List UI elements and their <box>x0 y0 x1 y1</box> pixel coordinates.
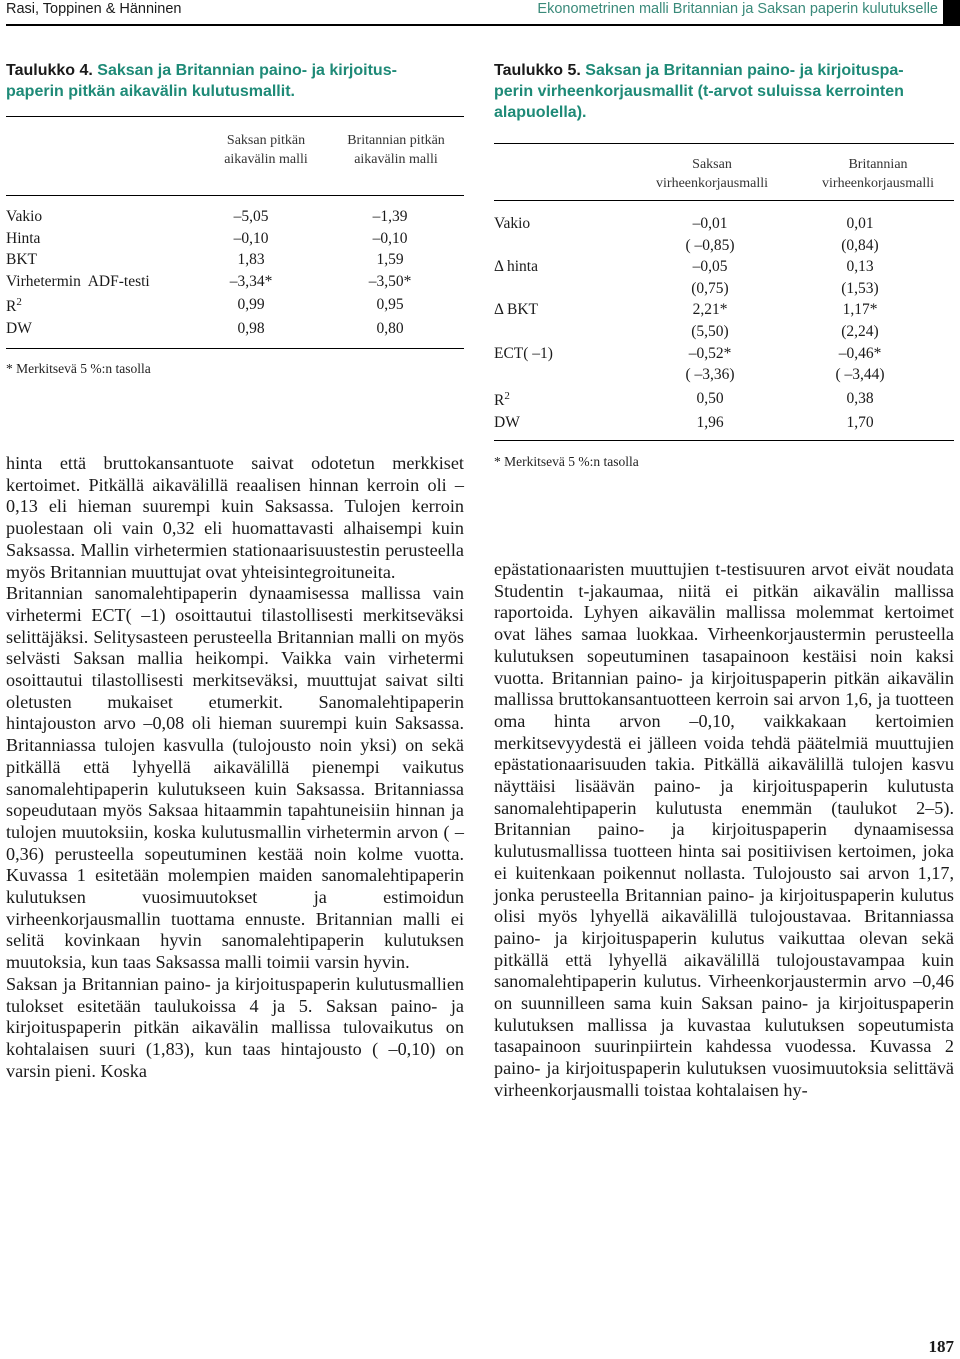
table-4-cell-uk: –3,50* <box>368 272 412 290</box>
table-4-row-label-sup: 2 <box>16 296 22 309</box>
table-5-row <box>494 364 954 386</box>
table-5 <box>494 60 954 471</box>
col-uk-line2: aikavälin malli <box>354 152 438 167</box>
col-uk-line1: Britannian pitkän <box>347 133 445 148</box>
table-5-cell-de: 0,50 <box>696 389 724 407</box>
table-5-row-label-text: Δ BKT <box>494 301 538 319</box>
col-de-line2: aikavälin malli <box>224 152 308 167</box>
table-4 <box>6 60 464 378</box>
table-5-cell-uk: 0,01 <box>846 215 874 232</box>
page-number: 187 <box>928 1337 954 1356</box>
table-5-row-label <box>494 213 654 235</box>
left-column <box>6 60 464 1081</box>
table-4-cell-de: –0,10 <box>233 229 269 247</box>
table-4-head-rule <box>6 195 464 196</box>
left-paragraph-1: hinta että bruttokansantuote saivat odotetun merkkiset kertoimet. Pitkällä aikavälillä reaalisen hinnan kerroin oli –0,13 eli hieman suurempi kuin Saksassa. Tulojen kerroin puolestaan oli vain 0,32 eli huomattavasti alhaisempi kuin Saksassa. Mallin virhetermien stationaarisuustestin perusteella myös Britannian muuttujat ovat yhteisintegroituneita. <box>6 453 464 582</box>
left-paragraph-2: Britannian sanomalehtipaperin dynaamisessa mallissa vain virhetermi ECT( –1) osoittautui tilastollisesti merkitseväksi selittäjäksi. Selitysasteen perusteella Britannian malli on myös selvästi Saksan mallia heikompi. Vaikka vain virhetermi osoittautui tilastollisesti merkitseväksi, muuttujat saivat silti oletusten mukaiset etumerkit. Sanomalehtipaperin hintajouston arvo –0,08 oli hieman suurempi kuin Saksassa. Britanniassa tulojen kasvulla (tulojousto noin yksi) on sekä pitkällä että lyhyellä aikavälillä pienempi vaikutus sanomalehtipaperin kulutukseen kuin Saksassa. Britanniassa sopeudutaan myös Saksaa hitaammin tapahtuneisiin hinnan ja tulojen muutoksiin, koska kulutusmallin virhetermin arvon ( –0,36) perusteella sopeutuminen kestää noin kolme vuotta. Kuvassa 1 esitetään molempien maiden sanomalehtipaperin kulutuksen vuosimuutokset ja estimoidun virheenkorjausmallin tuottama ennuste. Britannian malli ei selitä kovinkaan hyvin sanomalehtipaperin kulutuksen muutoksia, kun taas Saksassa malli toimii varsin hyvin. <box>6 583 464 973</box>
table-5-title-line3: alapuolella). <box>494 104 587 121</box>
table-5-cell-de: ( –3,36) <box>685 366 735 384</box>
table-5-row <box>494 412 954 434</box>
table-5-row <box>494 235 954 257</box>
table-4-row-label-text: Vakio <box>6 208 43 225</box>
table-5-cell-uk: 1,17* <box>842 301 878 319</box>
table-5-head-rule <box>494 200 954 201</box>
right-paragraph-1: epästationaaristen muuttujien t-testisuuren arvot eivät noudata Studentin t-jakaumaa, niitä ei pitkän aikavälin mallissa raportoida. Lyhyen aikavälin mallissa molemmat kertoimet ovat lähes samaa luokkaa. Virheenkorjaustermin perusteella kulutuksen sopeutuminen tasapainoon kestäisi noin kaksi vuotta. Britannian paino- ja kirjoituspaperin pitkän aikavälin mallissa bruttokansantuotteen kerroin sai arvon 1,6, ja tuotteen oma hinta arvon –0,10, vaikkakaan kertoimien merkitsevyydestä ei jälleen voida tehdä päätelmiä muuttujien epästationaarisuuden takia. Pitkällä aikavälillä tulojen kasvu näyttäisi lisäävän paino- ja kirjoituspaperin kulutusta sanomalehtipaperin kulutusta enemmän (taulukot 2–5). Britannian paino- ja kirjoituspaperin dynaamisessa kulutusmallissa tuotteen hinta sai positiivisen kertoimen, joka ei kuitenkaan poikennut nollasta. Tulojousto sai arvon 1,17, jonka perusteella Britannian paino- ja kirjoituspaperin kulutus olisi myös lyhyellä aikavälillä tulojoustavaa. Britanniassa paino- ja kirjoituspaperin kulutus vaikuttaa olevan sekä pitkällä että lyhyellä aikavälillä tulojoustavampaa kuin sanomalehtipaperin kulutus. Virheenkorjaustermin arvo –0,46 on suunnilleen sama kuin Saksan paino- ja kirjoituspaperin kulutuksen mallissa ja kuvastaa kulutuksen sopeutumista tasapainoon suurinpiirtein kahdessa vuodessa. Kuvassa 2 paino- ja kirjoituspaperin kulutuksen vuosimuutoksia selittävä virheenkorjausmalli toistaa kohtalaisen hy- <box>494 559 954 1100</box>
table-5-cell-uk: ( –3,44) <box>835 366 885 384</box>
table-5-cell-uk: (1,53) <box>841 279 879 297</box>
table-5-row <box>494 343 954 365</box>
table-4-col-uk <box>316 131 476 169</box>
table-5-row-label <box>494 386 654 412</box>
table-5-cell-uk: 0,38 <box>846 389 874 407</box>
table-4-row-label-text: Hinta <box>6 229 41 247</box>
table-4-title-line2: paperin pitkän aikavälin kulutusmallit. <box>6 83 295 100</box>
table-5-row-label-sup: 2 <box>504 389 510 402</box>
table-5-row-label <box>494 278 654 300</box>
table-5-cell-de: –0,52* <box>688 344 732 362</box>
table-4-cell-de: –5,05 <box>233 208 269 225</box>
table-4-cell-uk: 1,59 <box>376 251 404 269</box>
table-4-row <box>6 271 464 293</box>
table-5-row-label-text: R <box>494 391 505 409</box>
table-5-cell-de: 1,96 <box>696 413 724 431</box>
table-5-row-label <box>494 321 654 343</box>
col5-uk-line2: virheenkorjausmalli <box>822 176 934 191</box>
right-body <box>494 559 954 1102</box>
table-4-cell-uk: –1,39 <box>372 208 408 225</box>
table-5-cell-uk: (0,84) <box>841 236 879 254</box>
table-4-cell-uk: 0,95 <box>376 296 404 314</box>
table-4-cell-uk: –0,10 <box>372 229 408 247</box>
table-5-cell-de: ( –0,85) <box>685 236 735 254</box>
table-5-row <box>494 386 954 412</box>
table-4-title-line1: Saksan ja Britannian paino- ja kirjoitus- <box>97 62 397 79</box>
left-paragraph-3: Saksan ja Britannian paino- ja kirjoituspaperin kulutusmallien tulokset esitetään taulukoissa 4 ja 5. Saksan paino- ja kirjoituspaperin pitkän aikavälin mallissa tulovaikutus on kohtalaisen suuri (1,83), kun taas hintajousto ( –0,10) on varsin pieni. Koska <box>6 973 464 1081</box>
table-5-cell-uk: (2,24) <box>841 322 879 340</box>
table-4-row <box>6 249 464 271</box>
table-4-row-label <box>6 228 186 250</box>
table-4-cell-uk: 0,80 <box>376 320 404 338</box>
table-5-caption <box>494 60 954 123</box>
table-4-row-label <box>6 292 186 318</box>
table-5-col-uk <box>798 155 958 193</box>
table-5-cell-de: (0,75) <box>691 279 729 297</box>
table-4-row-label-text: R <box>6 298 17 316</box>
table-5-head <box>494 144 954 200</box>
table-5-cell-de: (5,50) <box>691 322 729 340</box>
table-4-row-label <box>6 271 186 293</box>
col5-de-line1: Saksan <box>692 157 732 172</box>
table-4-cell-de: 0,99 <box>237 296 265 314</box>
table-5-row <box>494 321 954 343</box>
table-5-row-label <box>494 364 654 386</box>
table-5-row-label <box>494 235 654 257</box>
table-4-row-label <box>6 318 186 340</box>
right-column <box>494 60 954 1100</box>
table-4-cell-de: –3,34* <box>229 272 273 290</box>
table-5-row-label-text: DW <box>494 413 520 431</box>
table-4-body <box>6 206 464 340</box>
header-marker <box>943 0 960 26</box>
table-5-row-label-text: Δ hinta <box>494 258 538 276</box>
table-4-note: * Merkitsevä 5 %:n tasolla <box>6 360 151 376</box>
header-rule <box>6 24 946 26</box>
header-title: Ekonometrinen malli Britannian ja Saksan paperin kulutukselle <box>537 1 938 17</box>
table-5-cell-de: –0,05 <box>692 258 728 276</box>
col-de-line1: Saksan pitkän <box>226 133 306 148</box>
col5-uk-line1: Britannian <box>848 157 908 172</box>
table-5-cell-uk: 0,13 <box>846 258 874 276</box>
table-4-row <box>6 228 464 250</box>
table-5-bottom-rule <box>494 440 954 441</box>
table-5-body <box>494 213 954 433</box>
table-5-col-de <box>632 155 792 193</box>
table-4-bottom-rule <box>6 348 464 349</box>
table-4-row-label <box>6 206 186 228</box>
col5-de-line2: virheenkorjausmalli <box>656 176 768 191</box>
table-4-row-label-text: DW <box>6 320 32 338</box>
table-5-row-label-text: Vakio <box>494 215 531 232</box>
table-5-cell-de: 2,21* <box>692 301 728 319</box>
table-4-row <box>6 206 464 228</box>
table-5-title-line2: perin virheenkorjausmallit (t-arvot suluissa kerrointen <box>494 83 904 100</box>
table-5-row <box>494 299 954 321</box>
table-4-cell-de: 0,98 <box>237 320 265 338</box>
table-5-label: Taulukko 5. <box>494 62 581 79</box>
table-4-head <box>6 117 464 195</box>
table-5-row <box>494 213 954 235</box>
table-4-row <box>6 292 464 318</box>
left-body <box>6 453 464 1082</box>
table-5-note: * Merkitsevä 5 %:n tasolla <box>494 454 639 470</box>
header-authors: Rasi, Toppinen & Hänninen <box>6 1 182 17</box>
table-4-row-label-text: BKT <box>6 251 37 269</box>
table-5-row <box>494 256 954 278</box>
table-5-row-label <box>494 256 654 278</box>
table-5-row-label <box>494 412 654 434</box>
table-4-row-label <box>6 249 186 271</box>
table-5-row <box>494 278 954 300</box>
table-4-row <box>6 318 464 340</box>
table-5-row-label <box>494 343 654 365</box>
table-5-cell-uk: –0,46* <box>838 344 882 362</box>
table-5-title-line1: Saksan ja Britannian paino- ja kirjoituspa- <box>585 62 904 79</box>
table-5-row-label <box>494 299 654 321</box>
table-4-caption <box>6 60 464 102</box>
table-4-cell-de: 1,83 <box>237 251 265 269</box>
table-5-cell-de: –0,01 <box>692 215 728 232</box>
table-4-label: Taulukko 4. <box>6 62 93 79</box>
table-5-cell-uk: 1,70 <box>846 413 874 431</box>
table-4-row-label-text: Virhetermin ADF-testi <box>6 272 150 290</box>
running-header <box>0 0 960 24</box>
table-5-row-label-text: ECT( –1) <box>494 344 553 362</box>
